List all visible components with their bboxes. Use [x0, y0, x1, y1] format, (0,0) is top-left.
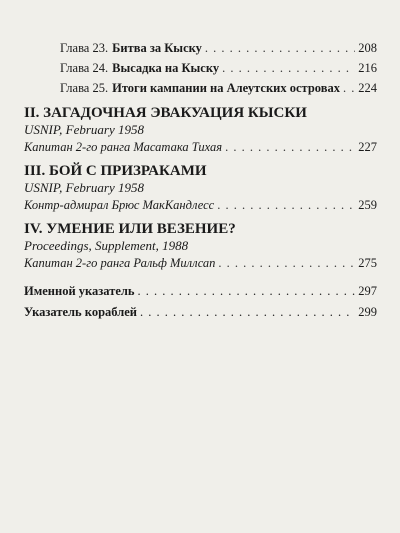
section-author: Капитан 2-го ранга Масатака Тихая: [24, 140, 223, 154]
toc-entry-chapter-24[interactable]: [60, 60, 377, 76]
page-number: 297: [358, 284, 377, 298]
leader-dots: [222, 60, 355, 76]
toc-entry-chapter-23[interactable]: [60, 40, 377, 56]
toc-entry-section-4[interactable]: [24, 255, 377, 271]
page-number: 275: [358, 256, 377, 270]
section-source-2: USNIP, February 1958: [24, 122, 145, 137]
leader-dots: [217, 197, 355, 213]
toc-entry-chapter-25[interactable]: [60, 80, 377, 96]
index-title: Именной указатель: [24, 284, 135, 298]
chapter-title: Итоги кампании на Алеутских островах: [112, 81, 340, 95]
chapter-number: Глава 23.: [60, 41, 109, 55]
leader-dots: [138, 283, 356, 299]
page-number: 216: [358, 61, 377, 75]
toc-entry-section-3[interactable]: [24, 197, 377, 213]
section-source-4: Proceedings, Supplement, 1988: [24, 238, 189, 253]
leader-dots: [343, 80, 355, 96]
toc-entry-name-index[interactable]: [24, 283, 377, 299]
page-number: 299: [358, 305, 377, 319]
chapter-number: Глава 24.: [60, 61, 109, 75]
index-title: Указатель кораблей: [24, 305, 137, 319]
toc-entry-section-2[interactable]: [24, 139, 377, 155]
chapter-number: Глава 25.: [60, 81, 109, 95]
leader-dots: [225, 139, 355, 155]
page-number: 227: [358, 140, 377, 154]
section-source-3: USNIP, February 1958: [24, 180, 145, 195]
leader-dots: [140, 304, 355, 320]
section-title-3: III. БОЙ С ПРИЗРАКАМИ: [24, 163, 207, 179]
section-author: Капитан 2-го ранга Ральф Миллсап: [24, 256, 216, 270]
page-number: 259: [358, 198, 377, 212]
leader-dots: [218, 255, 355, 271]
section-author: Контр-адмирал Брюс МакКандлесс: [24, 198, 215, 212]
section-title-2: II. ЗАГАДОЧНАЯ ЭВАКУАЦИЯ КЫСКИ: [24, 105, 307, 121]
chapter-title: Битва за Кыску: [112, 41, 202, 55]
section-title-4: IV. УМЕНИЕ ИЛИ ВЕЗЕНИЕ?: [24, 221, 236, 237]
chapter-title: Высадка на Кыску: [112, 61, 220, 75]
leader-dots: [205, 40, 355, 56]
toc-entry-ship-index[interactable]: [24, 304, 377, 320]
page-number: 224: [358, 81, 377, 95]
page-number: 208: [358, 41, 377, 55]
